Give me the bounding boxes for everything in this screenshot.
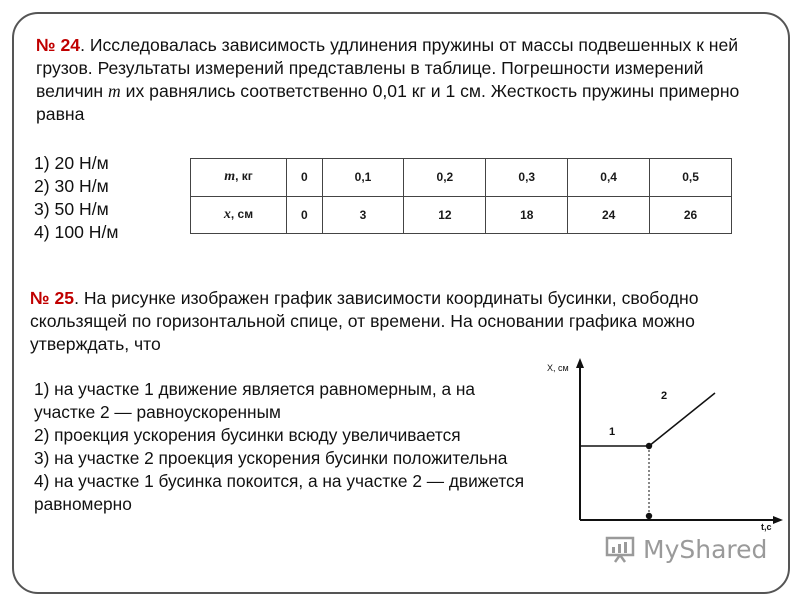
table-cell: 18: [486, 196, 568, 234]
task-24-text-part1: . Исследовалась зависимость удлинения пружины от массы подвешенных к ней грузов. Результаты измерений представлены в таблице. Погрешности измерений величин: [36, 35, 739, 101]
x-axis-label: t,c: [761, 522, 772, 532]
table-header-extension: x, см: [191, 196, 287, 234]
table-cell: 0,1: [322, 159, 404, 197]
task-24-text-part2: их равнялись соответственно 0,01 кг и 1 см. Жесткость пружины примерно равна: [36, 81, 740, 124]
table-row-mass: [191, 159, 732, 197]
task-24-option-1[interactable]: 1) 20 Н/м: [34, 153, 109, 173]
table-row-extension: [191, 196, 732, 234]
table-cell: 12: [404, 196, 486, 234]
task-25-option-2[interactable]: 2) проекция ускорения бусинки всюду увеличивается: [34, 425, 461, 445]
table-cell: 0,3: [486, 159, 568, 197]
table-cell: 0,5: [650, 159, 732, 197]
table-cell: 0: [287, 196, 323, 234]
break-point: [646, 443, 652, 449]
segment-2-label: 2: [661, 390, 668, 402]
task-24-variable: m: [108, 81, 121, 101]
measurement-table: [190, 158, 732, 234]
y-axis-arrow: [576, 358, 584, 368]
task-24-number: № 24: [36, 35, 81, 55]
task-24-option-3[interactable]: 3) 50 Н/м: [34, 199, 109, 219]
y-axis-label: X, см: [547, 363, 569, 373]
watermark: [605, 534, 767, 564]
task-24-statement: [36, 34, 766, 126]
task-24-options: [34, 152, 118, 244]
position-time-graph: [535, 355, 795, 535]
segment-2-line: [649, 393, 715, 446]
presentation-board-icon: [605, 534, 635, 564]
x-axis-arrow: [773, 516, 783, 524]
table-cell: 3: [322, 196, 404, 234]
task-25-option-1[interactable]: 1) на участке 1 движение является равномерным, а на участке 2 — равноускоренным: [34, 379, 476, 422]
table-cell: 24: [568, 196, 650, 234]
task-25-text: . На рисунке изображен график зависимости координаты бусинки, свободно скользящей по горизонтальной спице, от времени. На основании графика можно утверждать, что: [30, 288, 699, 354]
task-25-statement: [30, 287, 775, 356]
segment-1-label: 1: [609, 426, 616, 438]
task-25-options: [34, 378, 534, 516]
table-cell: 0,2: [404, 159, 486, 197]
time-axis-point: [646, 513, 652, 519]
table-cell: 0: [287, 159, 323, 197]
table-header-mass: m, кг: [191, 159, 287, 197]
task-24-option-2[interactable]: 2) 30 Н/м: [34, 176, 109, 196]
task-25-option-3[interactable]: 3) на участке 2 проекция ускорения бусинки положительна: [34, 448, 508, 468]
task-24-option-4[interactable]: 4) 100 Н/м: [34, 222, 119, 242]
table-cell: 0,4: [568, 159, 650, 197]
task-25-option-4[interactable]: 4) на участке 1 бусинка покоится, а на участке 2 — движется равномерно: [34, 471, 525, 514]
table-cell: 26: [650, 196, 732, 234]
watermark-text: MyShared: [643, 534, 768, 564]
task-25-number: № 25: [30, 288, 75, 308]
